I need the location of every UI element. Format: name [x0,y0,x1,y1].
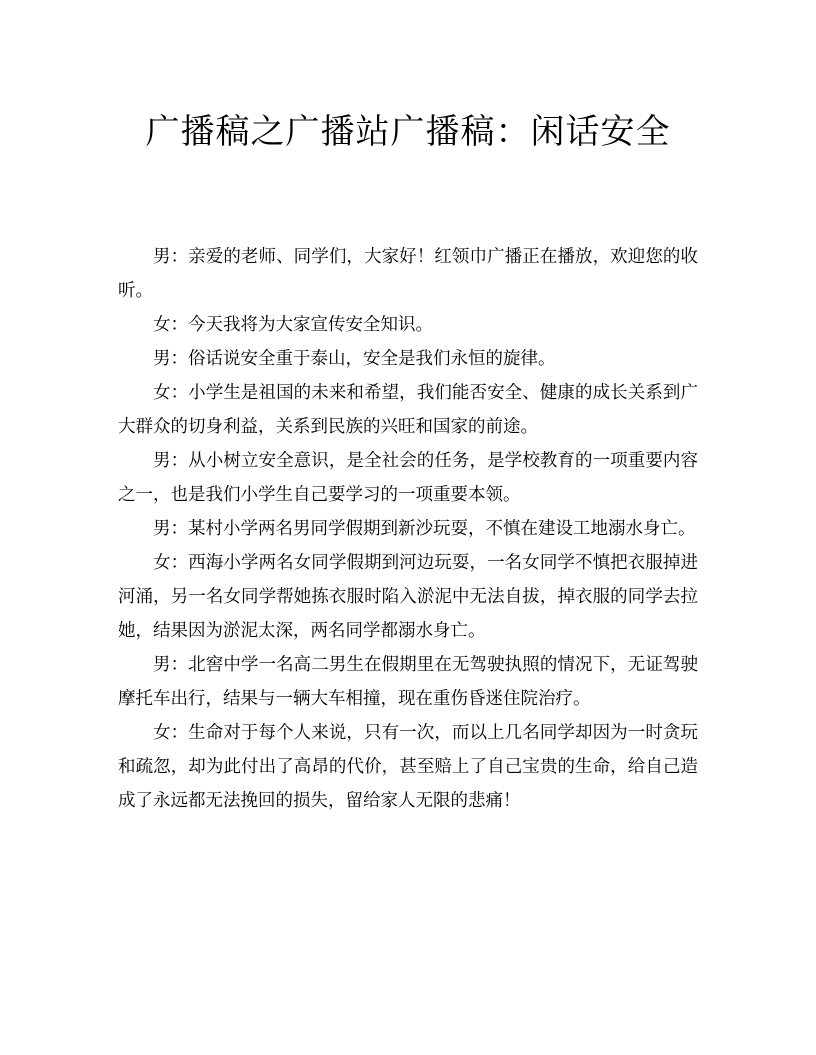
paragraph-2: 女：今天我将为大家宣传安全知识。 [153,315,433,335]
paragraph-5: 男：从小树立安全意识，是全社会的任务，是学校教育的一项重要内容之一，也是我们小学生自己要学习的一项重要本领。 [118,451,698,505]
paragraph-6: 男：某村小学两名男同学假期到新沙玩耍，不慎在建设工地溺水身亡。 [153,519,696,539]
paragraph-8: 男：北窖中学一名高二男生在假期里在无驾驶执照的情况下，无证驾驶摩托车出行，结果与一辆大车相撞，现在重伤昏迷住院治疗。 [118,655,698,709]
paragraph-1: 男：亲爱的老师、同学们，大家好！红领巾广播正在播放，欢迎您的收听。 [118,247,698,301]
paragraph-4: 女：小学生是祖国的未来和希望，我们能否安全、健康的成长关系到广大群众的切身利益，关系到民族的兴旺和国家的前途。 [118,383,698,437]
document-title: 广播稿之广播站广播稿：闲话安全 [145,112,671,152]
paragraph-9: 女：生命对于每个人来说，只有一次，而以上几名同学却因为一时贪玩和疏忽，却为此付出了高昂的代价，甚至赔上了自己宝贵的生命，给自己造成了永远都无法挽回的损失，留给家人无限的悲痛！ [118,723,698,811]
paragraph-7: 女：西海小学两名女同学假期到河边玩耍，一名女同学不慎把衣服掉进河涌，另一名女同学帮她拣衣服时陷入淤泥中无法自拔，掉衣服的同学去拉她，结果因为淤泥太深，两名同学都溺水身亡。 [118,553,698,641]
paragraph-3: 男：俗话说安全重于泰山，安全是我们永恒的旋律。 [153,349,556,369]
document-body [118,240,698,818]
